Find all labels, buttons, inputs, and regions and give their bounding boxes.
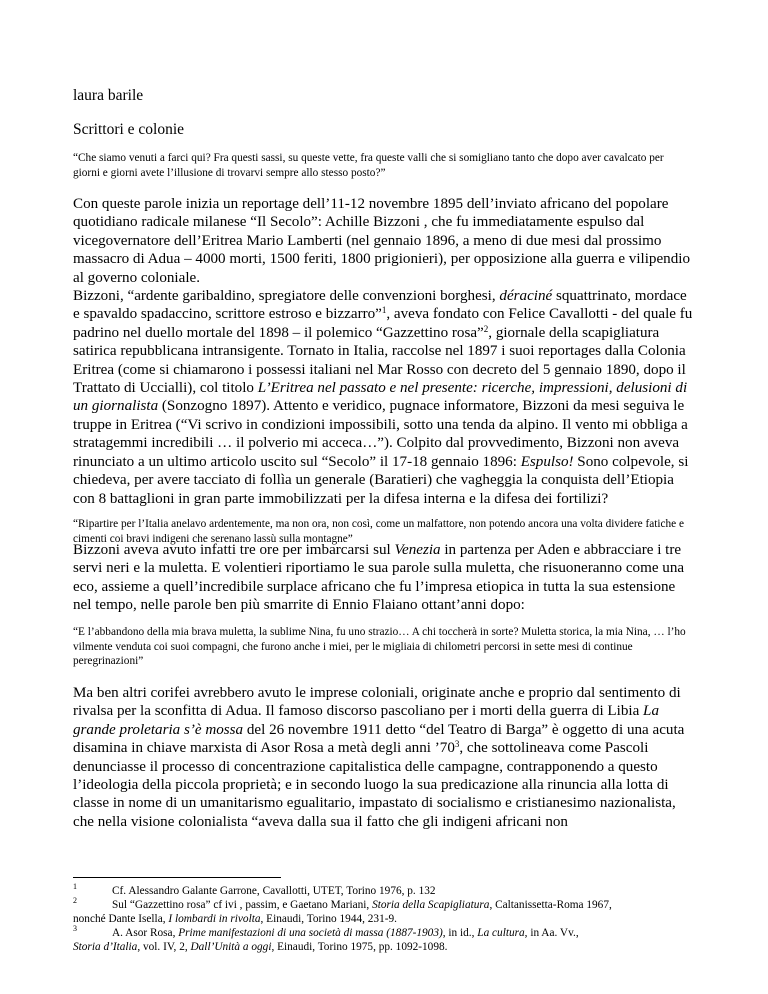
footnote-ref-3[interactable]: 3 [454,739,460,750]
paragraph-text: Bizzoni, “ardente garibaldino, spregiatore delle convenzioni borghesi, [73,288,500,305]
block-quote-3: “E l’abbandono della mia brava muletta, la sublime Nina, fu uno strazio… A chi toccherà in sorte? Muletta storica, la mia Nina, … l’ho vilmente venduta coi suoi compagni, che furono anche i miei, per le migliaia di chilometri percorsi in sette mesi di continue peregrinazioni” [73,626,686,667]
footnote-text: , Einaudi, Torino 1975, pp. 1092-1098. [271,941,448,954]
book-title: Dall’Unità a oggi [190,941,272,954]
author-name: laura barile [73,87,144,104]
ship-name: Venezia [394,542,441,558]
paragraph-text: squattrinato, mordace e spavaldo spadaccino, scrittore estroso e bizzarro” [73,288,687,323]
footnote-number: 3 [73,924,77,934]
footnotes [73,884,693,954]
book-title: Storia d’Italia [73,941,138,954]
italic-text: déraciné [499,288,553,305]
footnote-3 [73,926,693,940]
footnote-text: , vol. IV, 2, [137,941,191,954]
paragraph-2 [73,541,693,615]
footnote-3-continued [73,940,693,954]
paragraph-text: Sono colpevole, si chiedeva, per avere tacciato di follìa un generale (Baratieri) che vagheggia la conquista dell’Etiopia con 8 battaglioni in gran parte immobilizzati per la difesa interna e la difesa dei fortilizi? [73,453,689,507]
footnote-2 [73,898,693,912]
book-title: Storia della Scapigliatura [372,899,490,912]
footnote-1 [73,884,693,898]
footnote-2-continued [73,912,693,926]
footnote-text: Cf. Alessandro Galante Garrone, Cavallotti, UTET, Torino 1976, p. 132 [112,885,436,897]
footnote-separator [73,877,281,878]
paragraph-3 [73,684,693,831]
footnote-text: Sul “Gazzettino rosa” cf ivi , passim, e Gaetano Mariani, [112,899,373,912]
footnote-number: 2 [73,896,77,906]
italic-text: Espulso! [520,453,574,470]
paragraph-text: in partenza per Aden e abbracciare i tre servi neri e la muletta. E volentieri riportiamo le sua parole sulla muletta, che risuoneranno come una eco, assieme a quell’incredibile surplace africano che fu l’impresa etiopica in tutta la sua estensione nel tempo, nelle parole ben più smarrite di Ennio Flaiano ottant’anni dopo: [73,542,685,614]
book-title: L’Eritrea nel passato e nel presente: ricerche, impressioni, delusioni di un giornalista [73,380,688,415]
speech-title: La grande proletaria s’è mossa [73,703,659,738]
footnote-text: , Caltanissetta-Roma 1967, [489,899,612,912]
footnote-number: 1 [73,882,77,891]
footnote-text: A. Asor Rosa, [112,927,179,940]
paragraph-text: Bizzoni aveva avuto infatti tre ore per imbarcarsi sul [73,542,395,558]
book-title: La cultura [477,927,525,940]
paragraph-text: (Sonzogno 1897). Attento e veridico, pugnace informatore, Bizzoni da mesi seguiva le truppe in Eritrea (“Vi scrivo in condizioni impossibili, sotto una tenda da alpino. Il vento mi obbliga a stratagemmi incredibili … il polverio mi acceca…”). Colpito dal provvedimento, Bizzoni non aveva rinunciato a un ultimo articolo uscito sul “Secolo” il 17-18 gennaio 1896: [73,398,688,470]
footnote-text: , in Aa. Vv., [524,927,579,940]
footnote-text: , in id., [442,927,478,940]
footnote-text: , Einaudi, Torino 1944, 231-9. [260,913,397,926]
block-quote-2: “Ripartire per l’Italia anelavo ardentemente, ma non ora, non così, come un malfattore, non potendo ancora una volta dividere fatiche e cimenti coi bravi indigeni che serenano lassù sulla montagne” [73,518,685,545]
epigraph-quote: “Che siamo venuti a farci qui? Fra questi sassi, su queste vette, fra queste valli che si somigliano tanto che dopo aver cavalcato per giorni e giorni avete l’illusione di trovarvi sempre allo stesso posto?” [73,152,664,179]
paragraph-text: Ma ben altri corifei avrebbero avuto le imprese coloniali, originate anche e proprio dal sentimento di rivalsa per la sconfitta di Adua. Il famoso discorso pascoliano per i morti della guerra di Libia [73,685,681,720]
paragraph-text: Con queste parole inizia un reportage dell’11-12 novembre 1895 dell’inviato africano del popolare quotidiano radicale milanese “Il Secolo”: Achille Bizzoni , che fu immediatamente espulso dal vicegovernatore dell’Eritrea Mario Lamberti (nel gennaio 1896, a meno di due mesi dal prossimo massacro di Adua – 4000 morti, 1500 feriti, 1800 prigionieri), per opposizione alla guerra e vilipendio al governo coloniale. [73,196,691,286]
footnote-ref-2[interactable]: 2 [483,323,489,334]
footnote-text: nonché Dante Isella, [73,913,169,926]
paragraph-text: , giornale della scapigliatura satirica repubblicana intransigente. Tornato in Italia, raccolse nel 1897 i suoi reportages dalla Colonia Eritrea (come si chiamarono i possessi italiani nel Mar Rosso con decreto del 5 gennaio 1890, dopo il Trattato di Uccialli), col titolo [73,324,686,397]
document-title: Scrittori e colonie [73,121,185,138]
paragraph-text: , aveva fondato con Felice Cavallotti - del quale fu padrino nel duello mortale del 1898 – il polemico “Gazzettino rosa” [73,306,693,341]
paragraph-text: del 26 novembre 1911 detto “del Teatro di Barga” è oggetto di una acuta disamina in chiave marxista di Asor Rosa a metà degli anni ’70 [73,721,685,757]
paragraph-text: , che sottolineava come Pascoli denunciasse il processo di concentrazione capitalistica delle campagne, contrapponendo a questo l’ideologia della piccola proprietà; e in secondo luogo la sua predicazione alla rinuncia alla lotta di classe in nome di un umanitarismo egualitario, impastato di socialismo e cristianesimo nazionalista, che nella visione colonialista “aveva dalla sua il fatto che gli indigeni africani non [73,740,676,830]
paragraph-1 [73,195,693,508]
footnote-ref-1[interactable]: 1 [381,305,387,316]
book-title: Prime manifestazioni di una società di massa (1887-1903) [178,927,443,940]
book-title: I lombardi in rivolta [168,913,261,926]
